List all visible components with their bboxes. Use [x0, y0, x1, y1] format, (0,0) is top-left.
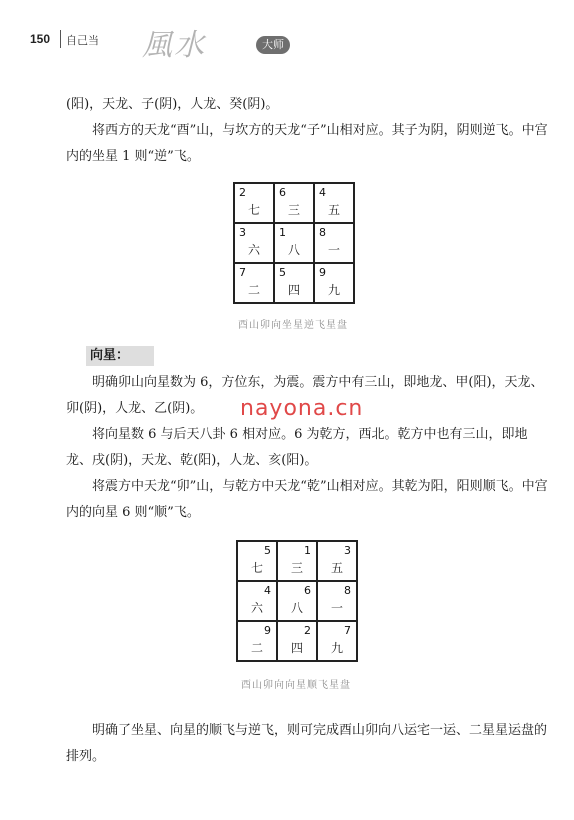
- grid-cell: [317, 621, 357, 661]
- watermark: nayona.cn: [240, 396, 364, 421]
- star-label: 六: [250, 601, 263, 615]
- paragraph-3: 明确卯山向星数为 6，方位东，为震。震方中有三山，即地龙、甲(阳)，天龙、卯(阴)，人龙、乙(阴)。: [66, 375, 544, 416]
- star-number: 8: [344, 584, 351, 597]
- grid-cell: [274, 223, 314, 263]
- grid-cell: [234, 263, 274, 303]
- star-label: 五: [330, 561, 343, 575]
- star-number: 7: [239, 266, 246, 279]
- grid-cell: [314, 183, 354, 223]
- star-number: 7: [344, 624, 351, 637]
- star-label: 五: [327, 203, 340, 217]
- grid-cell: [237, 621, 277, 661]
- grid-cell: [274, 183, 314, 223]
- star-number: 5: [264, 544, 271, 557]
- star-label: 一: [327, 243, 340, 257]
- header-divider: [60, 30, 61, 48]
- paragraph-5: 将震方中天龙“卯”山，与乾方中天龙“乾”山相对应。其乾为阳，阳则顺飞。中宫内的向星 6 则“顺”飞。: [66, 479, 548, 520]
- star-label: 七: [247, 203, 260, 217]
- star-number: 4: [264, 584, 271, 597]
- grid-cell: [277, 581, 317, 621]
- star-number: 9: [319, 266, 326, 279]
- star-number: 6: [279, 186, 286, 199]
- paragraph-6: 明确了坐星、向星的顺飞与逆飞，则可完成酉山卯向八运宅一运、二星星运盘的排列。: [66, 723, 548, 764]
- paragraph-4: 将向星数 6 与后天八卦 6 相对应。6 为乾方，西北。乾方中也有三山，即地龙、戌(阴)，天龙、乾(阳)，人龙、亥(阳)。: [66, 427, 528, 468]
- star-number: 3: [239, 226, 246, 239]
- grid-cell: [234, 223, 274, 263]
- star-label: 二: [250, 641, 263, 655]
- grid-cell: [237, 541, 277, 581]
- star-number: 8: [319, 226, 326, 239]
- star-label: 八: [287, 243, 300, 257]
- grid-cell: [234, 183, 274, 223]
- grid-cell: [277, 621, 317, 661]
- star-label: 七: [250, 561, 263, 575]
- grid-cell: [314, 223, 354, 263]
- grid-cell: [277, 541, 317, 581]
- star-number: 1: [279, 226, 286, 239]
- grid-cell: [317, 541, 357, 581]
- chart-caption-1: 酉山卯向坐星逆飞星盘: [238, 320, 348, 331]
- star-number: 1: [304, 544, 311, 557]
- star-label: 六: [247, 243, 260, 257]
- grid-cell: [274, 263, 314, 303]
- paragraph-2: 将西方的天龙“酉”山，与坎方的天龙“子”山相对应。其子为阴，阴则逆飞。中宫内的坐星 1 则“逆”飞。: [66, 123, 548, 164]
- star-number: 2: [304, 624, 311, 637]
- star-label: 四: [287, 283, 300, 297]
- grid-cell: [237, 581, 277, 621]
- star-label: 三: [290, 561, 303, 575]
- grid-cell: [314, 263, 354, 303]
- star-number: 6: [304, 584, 311, 597]
- star-label: 三: [287, 203, 300, 217]
- series-title: 自己当: [66, 34, 99, 47]
- star-label: 九: [330, 641, 343, 655]
- star-number: 2: [239, 186, 246, 199]
- star-number: 3: [344, 544, 351, 557]
- page-header: [30, 20, 330, 63]
- star-number: 9: [264, 624, 271, 637]
- star-chart-facing: [236, 540, 358, 662]
- star-label: 四: [290, 641, 303, 655]
- star-number: 4: [319, 186, 326, 199]
- star-label: 一: [330, 601, 343, 615]
- star-label: 八: [290, 601, 303, 615]
- grid-cell: [317, 581, 357, 621]
- star-label: 二: [247, 283, 260, 297]
- star-number: 5: [279, 266, 286, 279]
- master-badge: 大师: [256, 36, 290, 54]
- section-label: 向星：: [86, 346, 154, 366]
- paragraph-1: (阳)，天龙、子(阴)，人龙、癸(阴)。: [66, 97, 279, 112]
- calligraphy-logo: 風水: [142, 28, 206, 63]
- star-chart-sitting: [233, 182, 355, 304]
- page-number: 150: [30, 32, 51, 46]
- star-label: 九: [327, 283, 340, 297]
- chart-caption-2: 酉山卯向向星顺飞星盘: [241, 680, 351, 691]
